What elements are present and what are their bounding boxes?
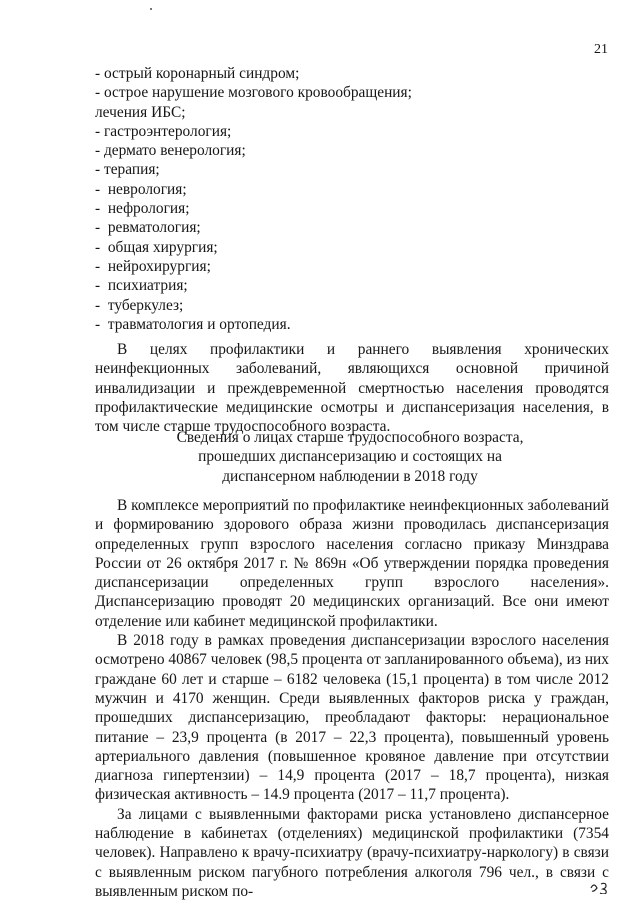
heading-line: диспансерном наблюдении в 2018 году xyxy=(222,467,478,485)
page-number: 21 xyxy=(594,42,608,57)
body-paragraph: В 2018 году в рамках проведения диспансеризации взрослого населения осмотрено 40867 человек (98,5 процента от запланированного объема), из них граждане 60 лет и старше – 6182 человека (15,1 процента) в том числе 2012 мужчин и 4170 женщин. Среди выявленных факторов риска у граждан, прошедших диспансеризацию, преобладают факторы: нерациональное питание – 23,9 процента (в 2017 – 22,3 процента), повышенный уровень артериального давления (повышенное кровяное давление при отсутствии диагноза гипертензии) – 14,9 процента (2017 – 18,7 процента), низкая физическая активность – 14.9 процента (2017 – 11,7 процента). xyxy=(95,632,609,804)
list-item: - дермато венерология; xyxy=(95,142,246,160)
list-item: - неврология; xyxy=(95,180,187,198)
list-item: - нейрохирургия; xyxy=(95,257,211,275)
list-item: - туберкулез; xyxy=(95,296,184,314)
list-item: - гастроэнтерология; xyxy=(95,122,232,140)
heading-line: прошедших диспансеризацию и состоящих на xyxy=(198,448,502,466)
list-item: - острое нарушение мозгового кровообращения; xyxy=(95,84,412,102)
scan-speck xyxy=(150,8,152,10)
list-item: - ревматология; xyxy=(95,219,201,237)
body-text xyxy=(95,496,609,901)
intro-block xyxy=(95,340,609,436)
list-item: - острый коронарный синдром; xyxy=(95,65,300,82)
body-paragraph: В комплексе мероприятий по профилактике неинфекционных заболеваний и формированию здорового образа жизни проводилась диспансеризация определенных групп взрослого населения согласно приказу Минздрава России от 26 октября 2017 г. № 869н «Об утверждении порядка проведения диспансеризации определенных групп взрослого населения». Диспансеризацию проводят 20 медицинских организаций. Все они имеют отделение или кабинет медицинской профилактики. xyxy=(95,497,609,630)
heading-line: Сведения о лицах старше трудоспособного возраста, xyxy=(176,429,524,446)
body-paragraph: За лицами с выявленными факторами риска установлено диспансерное наблюдение в кабинетах (отделениях) медицинской профилактики (7354 человек). Направлено к врачу-психиатру (врачу-психиатру-наркологу) в связи с выявленным риском пагубного потребления алкоголя 796 чел., в связи с выявленным риском по- xyxy=(95,805,609,900)
list-item: - травматология и ортопедия. xyxy=(95,315,291,333)
specialty-list xyxy=(95,64,615,334)
handwritten-folio-mark xyxy=(588,880,618,894)
list-item: - психиатрия; xyxy=(95,277,188,295)
list-item: лечения ИБС; xyxy=(95,103,186,121)
section-heading xyxy=(100,428,600,486)
list-item: - общая хирургия; xyxy=(95,238,218,256)
intro-paragraph: В целях профилактики и раннего выявления хронических неинфекционных заболеваний, являющихся основной причиной инвалидизации и преждевременной смертностью населения проводятся профилактические медицинские осмотры и диспансеризация населения, в том числе старше трудоспособного возраста. xyxy=(95,341,609,436)
list-item: - терапия; xyxy=(95,161,160,179)
list-item: - нефрология; xyxy=(95,200,190,218)
